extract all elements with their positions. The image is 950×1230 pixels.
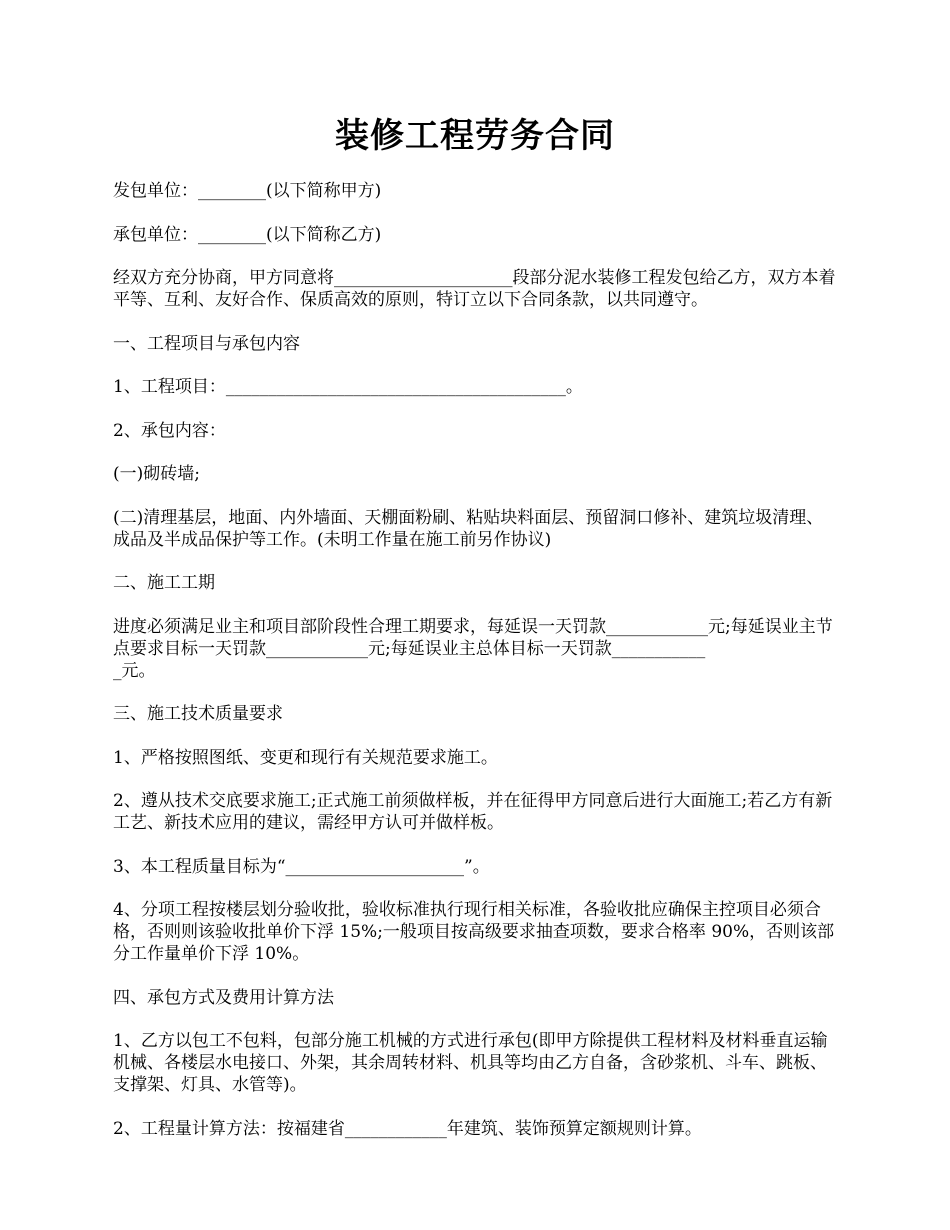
paragraph-quality-3: 3、本工程质量目标为“_____________________”。 xyxy=(113,856,490,877)
paragraph-scope-item-1: (一)砌砖墙; xyxy=(113,464,200,484)
document-body xyxy=(113,180,839,1161)
paragraph-schedule-penalty: 进度必须满足业主和项目部阶段性合理工期要求，每延误一天罚款____________元;每延误业主节点要求目标一天罚款____________元;每延误业主总体目标一天罚款___________ _元。 xyxy=(113,616,833,681)
paragraph-quality-2: 2、遵从技术交底要求施工;正式施工前须做样板，并在征得甲方同意后进行大面施工;若乙方有新工艺、新技术应用的建议，需经甲方认可并做样板。 xyxy=(113,791,833,833)
paragraph-scope-label: 2、承包内容： xyxy=(113,420,226,441)
paragraph-quality-4: 4、分项工程按楼层划分验收批，验收标准执行现行相关标准，各验收批应确保主控项目必须合格，否则则该验收批单价下浮 15%;一般项目按高级要求抽查项数，要求合格率 90%，否则该部分工作量单价下浮 10%。 xyxy=(113,900,835,964)
paragraph-project-name: 1、工程项目：________________________________________。 xyxy=(113,377,583,397)
paragraph-agreement-intro: 经双方充分协商，甲方同意将_____________________段部分泥水装修工程发包给乙方，双方本着平等、互利、友好合作、保质高效的原则，特订立以下合同条款，以共同遵守。 xyxy=(113,268,836,310)
paragraph-contractor-provider: 承包单位：________(以下简称乙方) xyxy=(113,224,382,245)
paragraph-quantity-calculation: 2、工程量计算方法：按福建省____________年建筑、装饰预算定额规则计算。 xyxy=(113,1118,702,1139)
paragraph-scope-item-2: (二)清理基层，地面、内外墙面、天棚面粉刷、粘贴块料面层、预留洞口修补、建筑垃圾清理、成品及半成品保护等工作。(未明工作量在施工前另作协议) xyxy=(113,507,824,550)
paragraph-contract-method: 1、乙方以包工不包料，包部分施工机械的方式进行承包(即甲方除提供工程材料及材料垂直运输机械、各楼层水电接口、外架，其余周转材料、机具等均由乙方自备，含砂浆机、斗车、跳板、支撑架、灯具、水管等)。 xyxy=(113,1031,828,1095)
section-heading-2: 二、施工工期 xyxy=(113,573,215,593)
section-heading-3: 三、施工技术质量要求 xyxy=(113,704,283,724)
section-heading-4: 四、承包方式及费用计算方法 xyxy=(113,987,334,1008)
document-title: 装修工程劳务合同 xyxy=(335,116,615,156)
paragraph-quality-1: 1、严格按照图纸、变更和现行有关规范要求施工。 xyxy=(113,747,498,768)
paragraph-contractor-client: 发包单位：________(以下简称甲方) xyxy=(113,181,382,201)
section-heading-1: 一、工程项目与承包内容 xyxy=(113,333,300,354)
